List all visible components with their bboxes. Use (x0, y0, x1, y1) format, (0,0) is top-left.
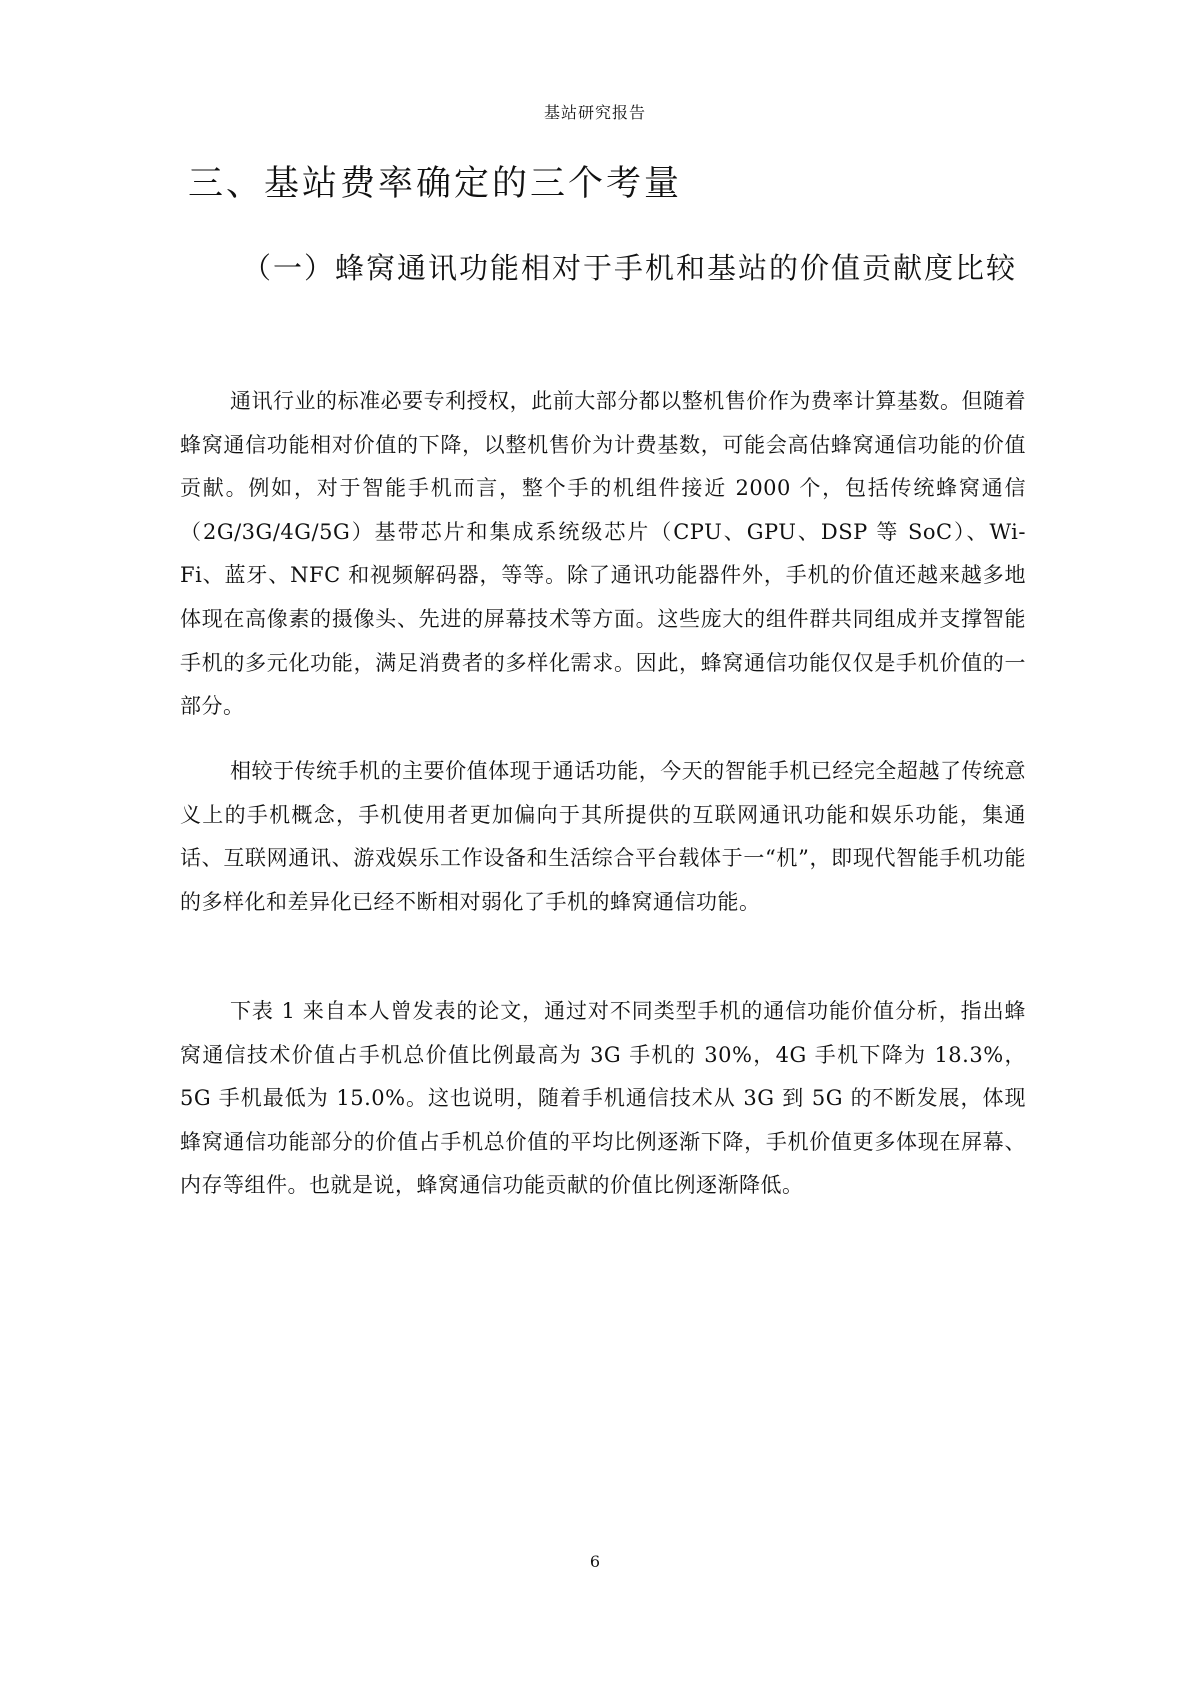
subsection-title: （一）蜂窝通讯功能相对于手机和基站的价值贡献度比较 (242, 251, 1018, 285)
section-title: 三、基站费率确定的三个考量 (188, 164, 683, 204)
body-paragraph-1: 通讯行业的标准必要专利授权，此前大部分都以整机售价作为费率计算基数。但随着蜂窝通信功能相对价值的下降，以整机售价为计费基数，可能会高估蜂窝通信功能的价值贡献。例如，对于智能手机而言，整个手的机组件接近 2000 个，包括传统蜂窝通信（2G/3G/4G/5G）基带芯片和集成系统级芯片（CPU、GPU、DSP 等 SoC）、Wi-Fi、蓝牙、NFC 和视频解码器，等等。除了通讯功能器件外，手机的价值还越来越多地体现在高像素的摄像头、先进的屏幕技术等方面。这些庞大的组件群共同组成并支撑智能手机的多元化功能，满足消费者的多样化需求。因此，蜂窝通信功能仅仅是手机价值的一部分。 (180, 389, 1026, 719)
body-paragraph-3: 下表 1 来自本人曾发表的论文，通过对不同类型手机的通信功能价值分析，指出蜂窝通信技术价值占手机总价值比例最高为 3G 手机的 30%，4G 手机下降为 18.3%，5G 手机最低为 15.0%。这也说明，随着手机通信技术从 3G 到 5G 的不断发展，体现蜂窝通信功能部分的价值占手机总价值的平均比例逐渐下降，手机价值更多体现在屏幕、内存等组件。也就是说，蜂窝通信功能贡献的价值比例逐渐降低。 (180, 999, 1026, 1198)
page-number: 6 (589, 1552, 601, 1571)
body-paragraph-2: 相较于传统手机的主要价值体现于通话功能，今天的智能手机已经完全超越了传统意义上的手机概念，手机使用者更加偏向于其所提供的互联网通讯功能和娱乐功能，集通话、互联网通讯、游戏娱乐工作设备和生活综合平台载体于一“机”，即现代智能手机功能的多样化和差异化已经不断相对弱化了手机的蜂窝通信功能。 (180, 759, 1026, 914)
running-header: 基站研究报告 (543, 103, 646, 122)
